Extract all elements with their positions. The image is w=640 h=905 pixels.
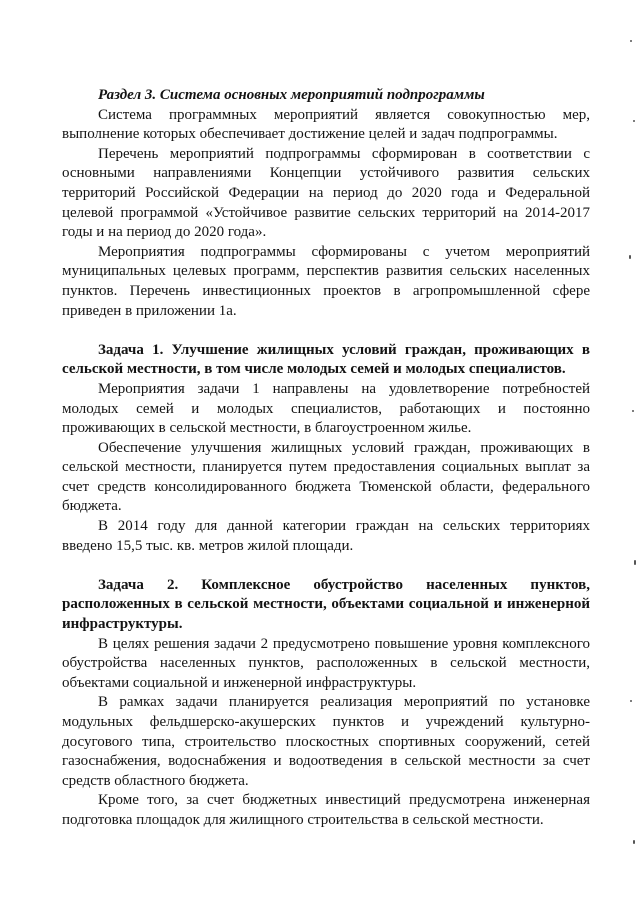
task-2-paragraph-1: В целях решения задачи 2 предусмотрено повышение уровня комплексного обустройства населенных пунктов, расположенных в сельской местности, объектами социальной и инженерной инфраструктуры. [62, 635, 590, 691]
task-2-title: Задача 2. Комплексное обустройство населенных пунктов, расположенных в сельской местности, объектами социальной и инженерной инфраструктуры. [62, 576, 590, 633]
document-page [62, 86, 590, 831]
section-paragraph-3: Мероприятия подпрограммы сформированы с учетом мероприятий муниципальных целевых программ, перспектив развития сельских населенных пунктов. Перечень инвестиционных проектов в агропромышленной сфере приведен в приложении 1а. [62, 243, 590, 319]
section-title: Раздел 3. Система основных мероприятий подпрограммы [98, 87, 485, 103]
section-paragraph-2: Перечень мероприятий подпрограммы сформирован в соответствии с основными направлениями Концепции устойчивого развития сельских территорий Российской Федерации на период до 2020 года и Федеральной целевой программой «Устойчивое развитие сельских территорий на 2014-2017 годы и на период до 2020 года». [62, 145, 590, 241]
task-1-title: Задача 1. Улучшение жилищных условий граждан, проживающих в сельской местности, в том числе молодых семей и молодых специалистов. [62, 341, 590, 378]
spacer [62, 556, 590, 576]
scan-edge-marks [624, 0, 640, 905]
task-1-paragraph-3: В 2014 году для данной категории граждан на сельских территориях введено 15,5 тыс. кв. метров жилой площади. [62, 518, 590, 554]
spacer [62, 321, 590, 341]
task-1-paragraph-1: Мероприятия задачи 1 направлены на удовлетворение потребностей молодых семей и молодых специалистов, работающих и постоянно проживающих в сельской местности, в благоустроенном жилье. [62, 380, 590, 437]
section-paragraph-1: Система программных мероприятий является совокупностью мер, выполнение которых обеспечивает достижение целей и задач подпрограммы. [62, 106, 590, 143]
task-2-paragraph-2: В рамках задачи планируется реализация мероприятий по установке модульных фельдшерско-акушерских пунктов и учреждений культурно-досугового типа, строительство плоскостных спортивных сооружений, сетей газоснабжения, водоснабжения и водоотведения в сельской местности за счет средств областного бюджета. [62, 694, 590, 789]
task-1-paragraph-2: Обеспечение улучшения жилищных условий граждан, проживающих в сельской местности, планируется путем предоставления социальных выплат за счет средств консолидированного бюджета Тюменской области, федерального бюджета. [62, 439, 590, 515]
task-2-paragraph-3: Кроме того, за счет бюджетных инвестиций предусмотрена инженерная подготовка площадок для жилищного строительства в сельской местности. [62, 792, 590, 828]
